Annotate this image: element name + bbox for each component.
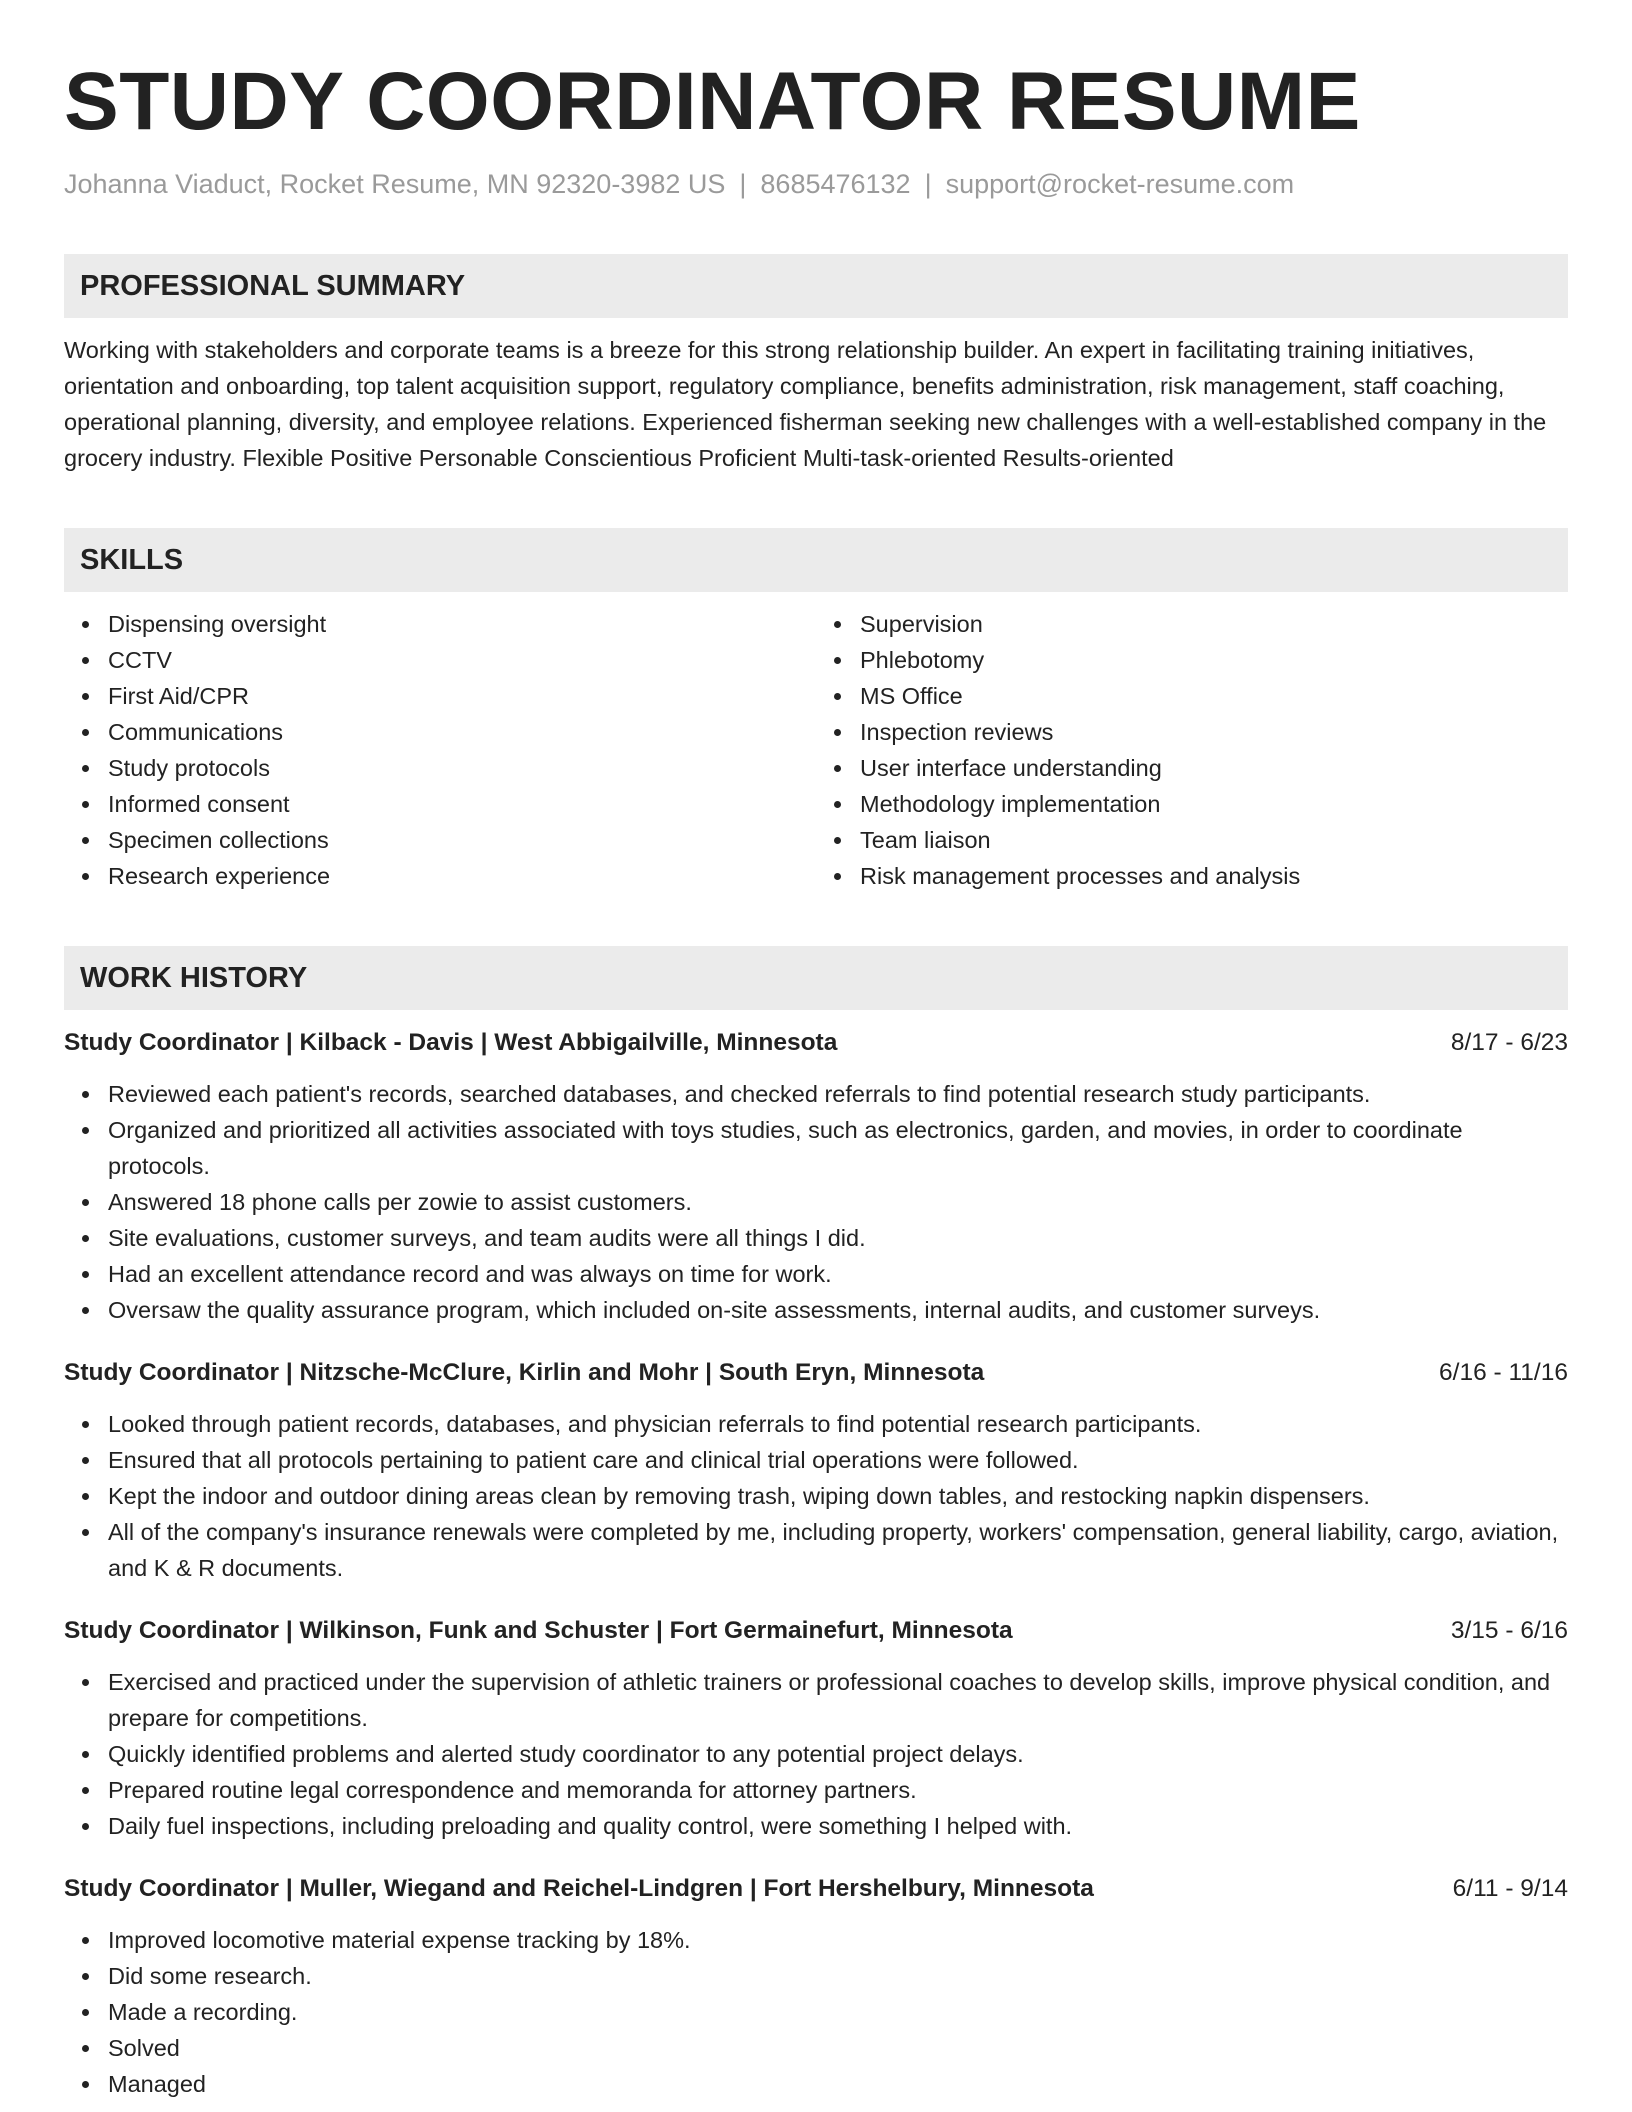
job-bullets <box>64 1922 1568 2102</box>
contact-phone: 8685476132 <box>760 169 911 199</box>
skill-item: Team liaison <box>860 822 1568 858</box>
job-bullet: Organized and prioritized all activities associated with toys studies, such as electronics, garden, and movies, in order to coordinate protocols. <box>108 1112 1568 1184</box>
job-bullet: Daily fuel inspections, including preloading and quality control, were something I helped with. <box>108 1808 1568 1844</box>
job-entry <box>64 1870 1568 2102</box>
skill-item: Supervision <box>860 606 1568 642</box>
skill-item: Specimen collections <box>108 822 816 858</box>
job-bullet: Exercised and practiced under the supervision of athletic trainers or professional coaches to develop skills, improve physical condition, and prepare for competitions. <box>108 1664 1568 1736</box>
skill-item: Study protocols <box>108 750 816 786</box>
contact-email: support@rocket-resume.com <box>945 169 1295 199</box>
job-bullet: Quickly identified problems and alerted study coordinator to any potential project delays. <box>108 1736 1568 1772</box>
job-header <box>64 1870 1568 1908</box>
job-header <box>64 1024 1568 1062</box>
job-bullet: Prepared routine legal correspondence and memoranda for attorney partners. <box>108 1772 1568 1808</box>
skill-item: MS Office <box>860 678 1568 714</box>
skill-item: Inspection reviews <box>860 714 1568 750</box>
summary-heading: PROFESSIONAL SUMMARY <box>64 254 1568 318</box>
job-bullet: Looked through patient records, databases, and physician referrals to find potential research participants. <box>108 1406 1568 1442</box>
job-bullets <box>64 1664 1568 1844</box>
skill-item: Methodology implementation <box>860 786 1568 822</box>
contact-separator: | <box>739 169 747 199</box>
job-dates: 6/16 - 11/16 <box>1439 1359 1568 1386</box>
skills-column-right <box>816 606 1568 894</box>
job-title: Study Coordinator | Nitzsche-McClure, Kirlin and Mohr | South Eryn, Minnesota <box>64 1359 985 1386</box>
job-bullet: Oversaw the quality assurance program, which included on-site assessments, internal audits, and customer surveys. <box>108 1292 1568 1328</box>
job-entry <box>64 1354 1568 1586</box>
skill-item: Phlebotomy <box>860 642 1568 678</box>
skill-item: User interface understanding <box>860 750 1568 786</box>
summary-text: Working with stakeholders and corporate teams is a breeze for this strong relationship builder. An expert in facilitating training initiatives, orientation and onboarding, top talent acquisition support, regulatory compliance, benefits administration, risk management, staff coaching, operational planning, diversity, and employee relations. Experienced fisherman seeking new challenges with a well-established company in the grocery industry. Flexible Positive Personable Conscientious Proficient Multi-task-oriented Results-oriented <box>64 337 1547 471</box>
job-dates: 3/15 - 6/16 <box>1450 1617 1568 1644</box>
job-bullet: All of the company's insurance renewals were completed by me, including property, workers' compensation, general liability, cargo, aviation, and K & R documents. <box>108 1514 1568 1586</box>
skill-item: Informed consent <box>108 786 816 822</box>
job-bullet: Solved <box>108 2030 1568 2066</box>
job-bullets <box>64 1076 1568 1328</box>
job-entry <box>64 1612 1568 1844</box>
job-bullet: Site evaluations, customer surveys, and team audits were all things I did. <box>108 1220 1568 1256</box>
job-bullet: Kept the indoor and outdoor dining areas clean by removing trash, wiping down tables, and restocking napkin dispensers. <box>108 1478 1568 1514</box>
job-title: Study Coordinator | Wilkinson, Funk and Schuster | Fort Germainefurt, Minnesota <box>64 1617 1013 1644</box>
skill-item: CCTV <box>108 642 816 678</box>
job-bullet: Improved locomotive material expense tracking by 18%. <box>108 1922 1568 1958</box>
skill-item: Communications <box>108 714 816 750</box>
job-title: Study Coordinator | Kilback - Davis | West Abbigailville, Minnesota <box>64 1029 838 1056</box>
job-bullets <box>64 1406 1568 1586</box>
job-bullet: Had an excellent attendance record and was always on time for work. <box>108 1256 1568 1292</box>
job-dates: 8/17 - 6/23 <box>1450 1029 1568 1056</box>
job-title: Study Coordinator | Muller, Wiegand and Reichel-Lindgren | Fort Hershelbury, Minnesota <box>64 1875 1094 1902</box>
job-bullet: Did some research. <box>108 1958 1568 1994</box>
contact-address: Johanna Viaduct, Rocket Resume, MN 92320-3982 US <box>64 169 726 199</box>
skill-item: Research experience <box>108 858 816 894</box>
skills-column-left <box>64 606 816 894</box>
skill-item: First Aid/CPR <box>108 678 816 714</box>
job-dates: 6/11 - 9/14 <box>1452 1875 1568 1902</box>
page-title: STUDY COORDINATOR RESUME <box>64 56 1361 147</box>
skill-item: Risk management processes and analysis <box>860 858 1568 894</box>
job-header <box>64 1612 1568 1650</box>
job-bullet: Answered 18 phone calls per zowie to assist customers. <box>108 1184 1568 1220</box>
job-bullet: Made a recording. <box>108 1994 1568 2030</box>
contact-separator: | <box>924 169 932 199</box>
contact-line <box>64 164 1568 204</box>
job-bullet: Managed <box>108 2066 1568 2102</box>
skill-item: Dispensing oversight <box>108 606 816 642</box>
skills-list <box>64 606 1568 894</box>
work-history-heading: WORK HISTORY <box>64 946 1568 1010</box>
skills-heading: SKILLS <box>64 528 1568 592</box>
job-header <box>64 1354 1568 1392</box>
job-bullet: Ensured that all protocols pertaining to patient care and clinical trial operations were followed. <box>108 1442 1568 1478</box>
job-bullet: Reviewed each patient's records, searched databases, and checked referrals to find potential research study participants. <box>108 1076 1568 1112</box>
job-entry <box>64 1024 1568 1328</box>
